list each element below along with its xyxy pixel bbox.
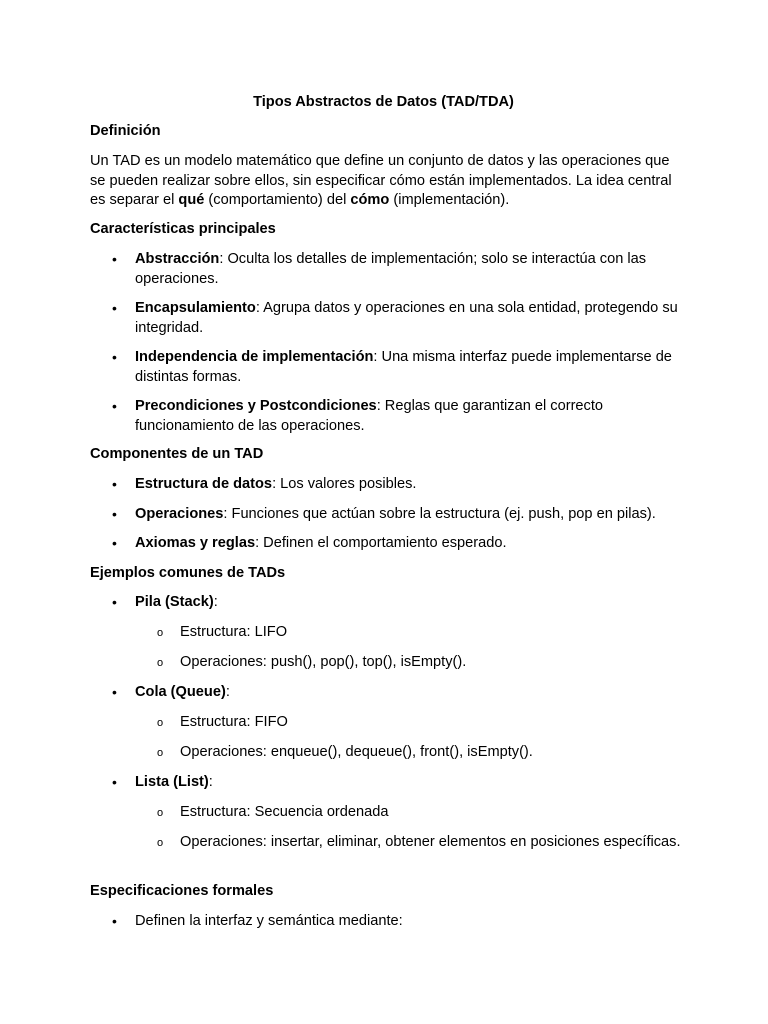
- item-term: Pila (Stack): [135, 594, 214, 610]
- paragraph-text: (implementación).: [389, 192, 510, 208]
- paragraph-text: Un TAD es un modelo matemático que define un conjunto de datos y las operaciones que se pueden realizar sobre ellos, sin especificar cómo están implementados. La idea central es separar el: [90, 153, 672, 208]
- item-desc: : Reglas que garantizan el correcto funcionamiento de las operaciones.: [135, 398, 604, 434]
- sub-list-item: [157, 803, 685, 823]
- item-desc: : Funciones que actúan sobre la estructura (ej. push, pop en pilas).: [223, 506, 656, 522]
- item-term: Estructura de datos: [135, 476, 273, 492]
- list-item: [112, 397, 687, 436]
- item-desc: : Los valores posibles.: [272, 476, 417, 492]
- bullet-icon: •: [112, 398, 117, 414]
- sub-list-item: [157, 623, 685, 643]
- list-item: [112, 250, 687, 289]
- bullet-icon: •: [112, 774, 117, 790]
- sub-bullet-icon: o: [157, 837, 164, 849]
- bullet-icon: •: [112, 476, 117, 492]
- item-desc: :: [208, 774, 213, 790]
- item-desc: :: [213, 594, 218, 610]
- list-item: [112, 475, 687, 495]
- bold-que: qué: [178, 192, 205, 208]
- sub-item-text: Operaciones: push(), pop(), top(), isEmpty().: [180, 654, 467, 670]
- sub-item-text: Estructura: Secuencia ordenada: [180, 804, 389, 820]
- sub-bullet-icon: o: [157, 807, 164, 819]
- document-title: Tipos Abstractos de Datos (TAD/TDA): [253, 94, 514, 110]
- heading-componentes: Componentes de un TAD: [90, 446, 264, 462]
- heading-ejemplos: Ejemplos comunes de TADs: [90, 565, 286, 581]
- bullet-icon: •: [112, 300, 117, 316]
- heading-definicion: Definición: [90, 123, 161, 139]
- bold-como: cómo: [350, 192, 390, 208]
- bullet-icon: •: [112, 594, 117, 610]
- item-term: Precondiciones y Postcondiciones: [135, 398, 377, 414]
- list-item: [112, 534, 687, 554]
- bullet-icon: •: [112, 251, 117, 267]
- list-item: [112, 773, 687, 793]
- bullet-icon: •: [112, 506, 117, 522]
- sub-item-text: Estructura: LIFO: [180, 624, 288, 640]
- item-term: Abstracción: [135, 251, 220, 267]
- sub-bullet-icon: o: [157, 627, 164, 639]
- sub-item-text: Estructura: FIFO: [180, 714, 288, 730]
- item-term: Encapsulamiento: [135, 300, 256, 316]
- paragraph-definicion: [90, 152, 682, 211]
- bullet-icon: •: [112, 349, 117, 365]
- item-desc: : Una misma interfaz puede implementarse de distintas formas.: [135, 349, 672, 385]
- sub-item-text: Operaciones: enqueue(), dequeue(), front(), isEmpty().: [180, 744, 533, 760]
- item-term: Cola (Queue): [135, 684, 226, 700]
- item-term: Lista (List): [135, 774, 209, 790]
- bullet-icon: •: [112, 913, 117, 929]
- list-item: [112, 505, 687, 525]
- sub-bullet-icon: o: [157, 657, 164, 669]
- item-desc: : Agrupa datos y operaciones en una sola entidad, protegendo su integridad.: [135, 300, 678, 336]
- list-item: [112, 683, 687, 703]
- bullet-icon: •: [112, 535, 117, 551]
- item-desc: : Definen el comportamiento esperado.: [255, 535, 507, 551]
- sub-list-item: [157, 833, 685, 853]
- sub-bullet-icon: o: [157, 717, 164, 729]
- list-item: [112, 348, 687, 387]
- paragraph-text: (comportamiento) del: [204, 192, 351, 208]
- list-item: [112, 593, 687, 613]
- item-desc: : Oculta los detalles de implementación; solo se interactúa con las operaciones.: [135, 251, 647, 287]
- list-item: [112, 912, 687, 932]
- item-term: Independencia de implementación: [135, 349, 374, 365]
- item-text: Definen la interfaz y semántica mediante:: [135, 913, 403, 929]
- sub-list-item: [157, 713, 685, 733]
- sub-list-item: [157, 653, 685, 673]
- item-term: Axiomas y reglas: [135, 535, 256, 551]
- sub-bullet-icon: o: [157, 747, 164, 759]
- list-item: [112, 299, 687, 338]
- item-term: Operaciones: [135, 506, 224, 522]
- bullet-icon: •: [112, 684, 117, 700]
- sub-list-item: [157, 743, 685, 763]
- heading-especificaciones: Especificaciones formales: [90, 883, 274, 899]
- heading-caracteristicas: Características principales: [90, 221, 276, 237]
- item-desc: :: [225, 684, 230, 700]
- sub-item-text: Operaciones: insertar, eliminar, obtener elementos en posiciones específicas.: [180, 834, 681, 850]
